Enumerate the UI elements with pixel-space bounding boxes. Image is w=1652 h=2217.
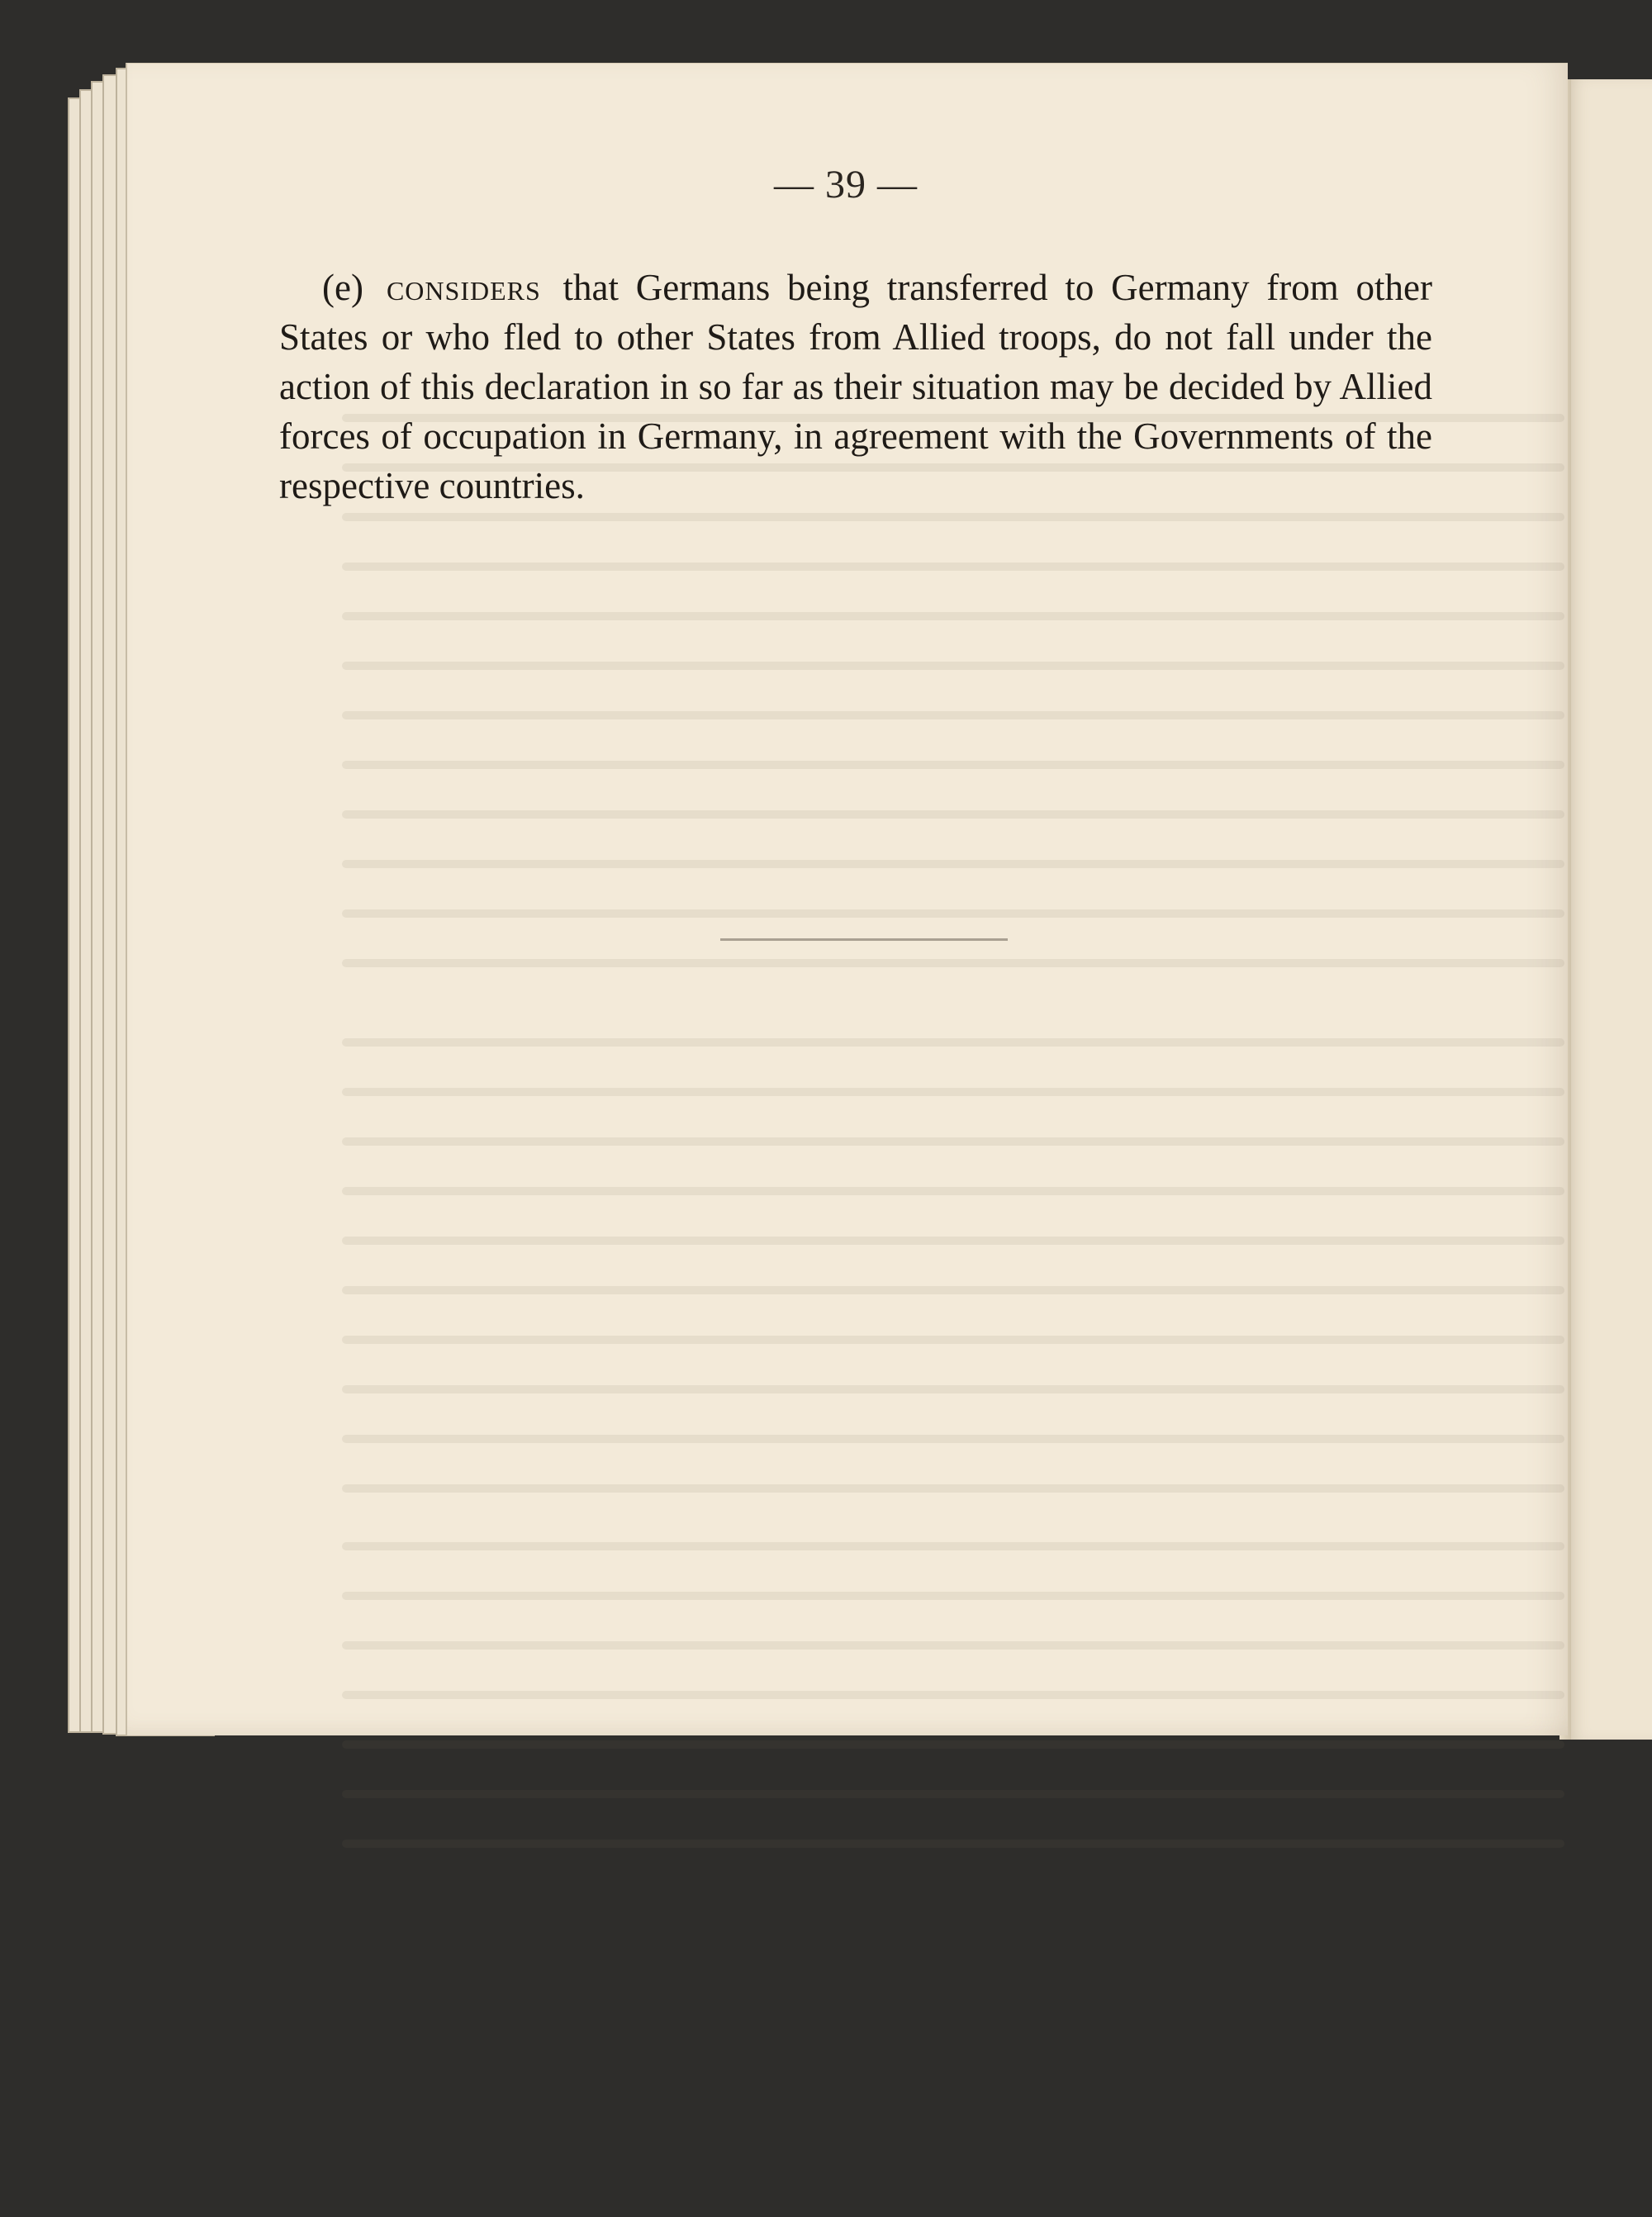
bleed-through-line — [342, 1435, 1564, 1443]
bleed-through-line — [342, 1542, 1564, 1550]
bleed-through-line — [342, 1592, 1564, 1600]
bleed-through-line — [342, 1286, 1564, 1294]
item-label: (e) — [322, 267, 363, 308]
bleed-through-line — [342, 711, 1564, 719]
paragraph-e — [279, 263, 1432, 510]
bleed-through-line — [342, 1691, 1564, 1699]
bleed-through-line — [342, 513, 1564, 521]
bleed-through-line — [342, 662, 1564, 670]
bleed-through-line — [342, 1840, 1564, 1848]
bleed-through-line — [342, 1088, 1564, 1096]
paragraph-text: that Germans being transferred to Germany from other States or who fled to other States from Allied troops, do not fall under the action of this declaration in so far as their situation may be decided by Allied forces of occupation in Germany, in agreement with the Governments of the respective countries. — [279, 267, 1432, 506]
bleed-through-line — [342, 612, 1564, 620]
bleed-through-line — [342, 810, 1564, 819]
bleed-through-line — [342, 1336, 1564, 1344]
bleed-through-line — [342, 1237, 1564, 1245]
bleed-through-line — [342, 1790, 1564, 1798]
bleed-through-line — [342, 1385, 1564, 1393]
bleed-through-rule — [720, 938, 1008, 941]
bleed-through-line — [342, 909, 1564, 918]
lead-word: considers — [386, 267, 541, 308]
bleed-through-line — [342, 1740, 1564, 1749]
bleed-through-line — [342, 1187, 1564, 1195]
bleed-through-line — [342, 563, 1564, 571]
facing-page — [1566, 79, 1652, 1740]
bleed-through-line — [342, 1484, 1564, 1493]
bleed-through-line — [342, 1641, 1564, 1650]
bleed-through-line — [342, 1038, 1564, 1047]
bleed-through-line — [342, 761, 1564, 769]
bleed-through-line — [342, 860, 1564, 868]
page-number: — 39 — — [774, 163, 918, 207]
bleed-through-line — [342, 959, 1564, 967]
bleed-through-line — [342, 1137, 1564, 1146]
